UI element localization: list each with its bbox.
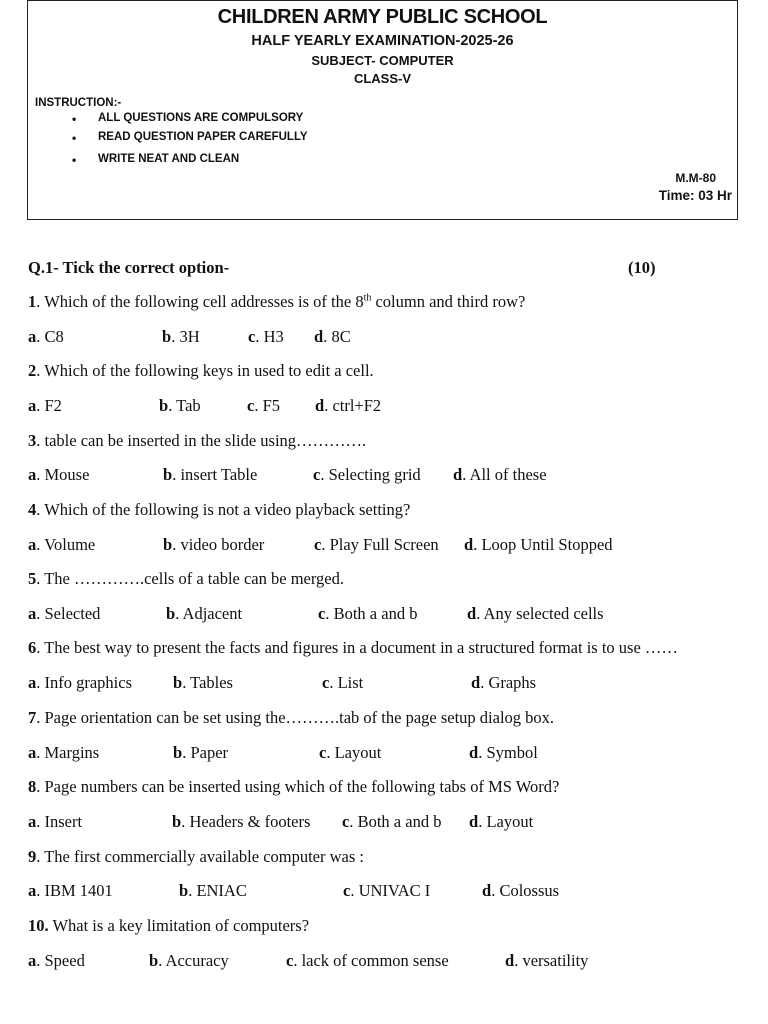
option-letter: c <box>314 535 322 554</box>
option-letter: d <box>467 604 477 623</box>
option-text: F5 <box>262 396 281 415</box>
option-letter: c <box>342 812 350 831</box>
option-text: Headers & footers <box>189 812 311 831</box>
option-c[interactable]: c. H3 <box>248 327 284 346</box>
option-row <box>0 465 768 487</box>
option-text: Selected <box>44 604 101 623</box>
option-letter: b <box>162 327 172 346</box>
option-a[interactable]: a. Selected <box>28 604 101 623</box>
option-b[interactable]: b. Accuracy <box>149 951 229 970</box>
option-b[interactable]: b. Tab <box>159 396 201 415</box>
option-d[interactable]: d. Any selected cells <box>467 604 604 623</box>
option-row <box>0 604 768 626</box>
question-text <box>28 361 374 381</box>
option-b[interactable]: b. video border <box>163 535 265 554</box>
option-text: Insert <box>44 812 83 831</box>
option-b[interactable]: b. ENIAC <box>179 881 247 900</box>
option-row <box>0 535 768 557</box>
option-text: Graphs <box>488 673 537 692</box>
section-title: Q.1- Tick the correct option- <box>28 258 230 277</box>
option-text: ENIAC <box>196 881 247 900</box>
option-a[interactable]: a. IBM 1401 <box>28 881 113 900</box>
option-d[interactable]: d. All of these <box>453 465 547 484</box>
class-label: CLASS-V <box>353 71 412 86</box>
question-body: . Page orientation can be set using the……….tab of the page setup dialog box. <box>36 708 555 727</box>
question-text <box>28 500 410 520</box>
option-letter: d <box>314 327 324 346</box>
question-number: 5 <box>28 569 37 588</box>
option-text: 8C <box>331 327 351 346</box>
question-body: column and third row? <box>371 292 526 311</box>
question-text <box>28 916 309 936</box>
question-number: 1 <box>28 292 37 311</box>
option-letter: b <box>149 951 159 970</box>
option-letter: d <box>469 743 479 762</box>
option-text: All of these <box>469 465 547 484</box>
option-a[interactable]: a. C8 <box>28 327 64 346</box>
option-text: Both a and b <box>333 604 418 623</box>
bullet-icon: • <box>72 131 77 145</box>
option-c[interactable]: c. F5 <box>247 396 281 415</box>
instruction-item: • ALL QUESTIONS ARE COMPULSORY <box>72 112 304 126</box>
exam-header <box>27 0 738 220</box>
question-body: . The best way to present the facts and figures in a document in a structured format is to use …… <box>36 638 678 657</box>
option-text: Mouse <box>44 465 90 484</box>
question-text <box>28 847 364 867</box>
option-a[interactable]: a. Margins <box>28 743 100 762</box>
option-letter: c <box>248 327 256 346</box>
option-letter: d <box>471 673 481 692</box>
instruction-item: • WRITE NEAT AND CLEAN <box>72 153 240 167</box>
option-letter: b <box>173 743 183 762</box>
option-text: Info graphics <box>44 673 133 692</box>
option-letter: a <box>28 812 37 831</box>
option-c[interactable]: c. List <box>322 673 364 692</box>
question-body: What is a key limitation of computers? <box>48 916 310 935</box>
subject-label: SUBJECT- COMPUTER <box>311 53 454 68</box>
option-text: versatility <box>522 951 589 970</box>
option-row <box>0 812 768 834</box>
option-row <box>0 743 768 765</box>
option-letter: d <box>464 535 474 554</box>
question-body: . Which of the following keys in used to edit a cell. <box>36 361 374 380</box>
option-text: List <box>337 673 364 692</box>
question-body: . The first commercially available computer was : <box>36 847 364 866</box>
option-b[interactable]: b. Tables <box>173 673 233 692</box>
option-text: ctrl+F2 <box>332 396 382 415</box>
question-text <box>28 569 344 589</box>
option-text: Speed <box>44 951 85 970</box>
option-a[interactable]: a. F2 <box>28 396 62 415</box>
question-text <box>28 292 525 312</box>
option-row <box>0 951 768 973</box>
exam-title: HALF YEARLY EXAMINATION-2025-26 <box>251 33 514 49</box>
option-a[interactable]: a. Speed <box>28 951 85 970</box>
option-c[interactable]: c. lack of common sense <box>286 951 449 970</box>
option-letter: b <box>166 604 176 623</box>
option-letter: a <box>28 604 37 623</box>
section-marks: (10) <box>628 258 656 277</box>
instruction-item: • READ QUESTION PAPER CAREFULLY <box>72 131 308 145</box>
option-d[interactable]: d. Colossus <box>482 881 560 900</box>
bullet-icon: • <box>72 153 77 167</box>
option-a[interactable]: a. Insert <box>28 812 83 831</box>
option-row <box>0 881 768 903</box>
option-text: Tables <box>190 673 233 692</box>
option-letter: c <box>247 396 255 415</box>
superscript: th <box>363 292 372 304</box>
question-number: 2 <box>28 361 37 380</box>
option-row <box>0 327 768 349</box>
option-letter: b <box>179 881 189 900</box>
question-number: 10. <box>28 916 49 935</box>
question-number: 8 <box>28 777 37 796</box>
question-body: . Which of the following cell addresses is of the 8 <box>36 292 364 311</box>
option-letter: b <box>159 396 169 415</box>
option-text: Tab <box>176 396 201 415</box>
option-d[interactable]: d. Layout <box>469 812 534 831</box>
option-c[interactable]: c. Play Full Screen <box>314 535 439 554</box>
option-b[interactable]: b. 3H <box>162 327 200 346</box>
option-text: Colossus <box>499 881 560 900</box>
option-c[interactable]: c. Both a and b <box>318 604 418 623</box>
bullet-icon: • <box>72 112 77 126</box>
option-text: insert Table <box>180 465 258 484</box>
school-name: CHILDREN ARMY PUBLIC SCHOOL <box>217 6 548 28</box>
option-letter: c <box>343 881 351 900</box>
option-text: Layout <box>334 743 382 762</box>
question-number: 7 <box>28 708 37 727</box>
instruction-list <box>72 112 308 172</box>
option-letter: a <box>28 465 37 484</box>
option-text: IBM 1401 <box>44 881 113 900</box>
question-number: 9 <box>28 847 37 866</box>
option-letter: b <box>163 535 173 554</box>
option-letter: a <box>28 535 37 554</box>
option-letter: d <box>469 812 479 831</box>
option-letter: a <box>28 951 37 970</box>
option-letter: c <box>322 673 330 692</box>
option-letter: b <box>173 673 183 692</box>
option-d[interactable]: d. Graphs <box>471 673 537 692</box>
option-a[interactable]: a. Info graphics <box>28 673 133 692</box>
question-body: . Which of the following is not a video playback setting? <box>36 500 411 519</box>
option-text: Selecting grid <box>328 465 421 484</box>
option-d[interactable]: d. 8C <box>314 327 351 346</box>
option-d[interactable]: d. versatility <box>505 951 589 970</box>
option-text: H3 <box>263 327 284 346</box>
question-text <box>28 638 678 658</box>
option-text: Paper <box>190 743 229 762</box>
option-b[interactable]: b. Paper <box>173 743 229 762</box>
option-d[interactable]: d. Loop Until Stopped <box>464 535 613 554</box>
option-text: Any selected cells <box>483 604 604 623</box>
option-b[interactable]: b. insert Table <box>163 465 258 484</box>
option-letter: c <box>318 604 326 623</box>
question-number: 3 <box>28 431 37 450</box>
max-marks: M.M-80 <box>675 171 716 185</box>
option-row <box>0 396 768 418</box>
option-letter: a <box>28 327 37 346</box>
option-text: Symbol <box>486 743 538 762</box>
option-letter: a <box>28 881 37 900</box>
option-letter: b <box>163 465 173 484</box>
question-text <box>28 431 366 451</box>
option-letter: d <box>453 465 463 484</box>
question-text <box>28 708 554 728</box>
option-row <box>0 673 768 695</box>
option-c[interactable]: c. Layout <box>319 743 382 762</box>
instruction-title: INSTRUCTION:- <box>35 97 122 109</box>
option-text: Layout <box>486 812 534 831</box>
option-letter: c <box>319 743 327 762</box>
option-text: lack of common sense <box>301 951 449 970</box>
question-number: 6 <box>28 638 37 657</box>
option-text: Accuracy <box>165 951 229 970</box>
option-text: Play Full Screen <box>329 535 439 554</box>
question-body: . The ………….cells of a table can be merged. <box>36 569 344 588</box>
question-number: 4 <box>28 500 37 519</box>
option-text: 3H <box>179 327 200 346</box>
option-b[interactable]: b. Adjacent <box>166 604 243 623</box>
option-letter: d <box>505 951 515 970</box>
option-d[interactable]: d. Symbol <box>469 743 538 762</box>
question-text <box>28 777 559 797</box>
option-letter: c <box>286 951 294 970</box>
option-letter: a <box>28 743 37 762</box>
option-c[interactable]: c. Both a and b <box>342 812 442 831</box>
option-a[interactable]: a. Mouse <box>28 465 90 484</box>
option-text: Both a and b <box>357 812 442 831</box>
option-letter: c <box>313 465 321 484</box>
option-c[interactable]: c. Selecting grid <box>313 465 421 484</box>
option-a[interactable]: a. Volume <box>28 535 96 554</box>
option-text: Margins <box>44 743 100 762</box>
option-letter: d <box>315 396 325 415</box>
time-allowed: Time: 03 Hr <box>658 188 732 203</box>
option-text: F2 <box>44 396 62 415</box>
option-text: C8 <box>44 327 64 346</box>
option-text: Adjacent <box>182 604 243 623</box>
option-letter: a <box>28 396 37 415</box>
option-d[interactable]: d. ctrl+F2 <box>315 396 382 415</box>
question-body: . table can be inserted in the slide using…………. <box>36 431 367 450</box>
option-c[interactable]: c. UNIVAC I <box>343 881 431 900</box>
option-text: UNIVAC I <box>358 881 431 900</box>
option-b[interactable]: b. Headers & footers <box>172 812 311 831</box>
option-text: Volume <box>44 535 96 554</box>
option-letter: b <box>172 812 182 831</box>
option-letter: d <box>482 881 492 900</box>
option-text: video border <box>180 535 265 554</box>
question-body: . Page numbers can be inserted using which of the following tabs of MS Word? <box>36 777 560 796</box>
option-text: Loop Until Stopped <box>481 535 613 554</box>
option-letter: a <box>28 673 37 692</box>
